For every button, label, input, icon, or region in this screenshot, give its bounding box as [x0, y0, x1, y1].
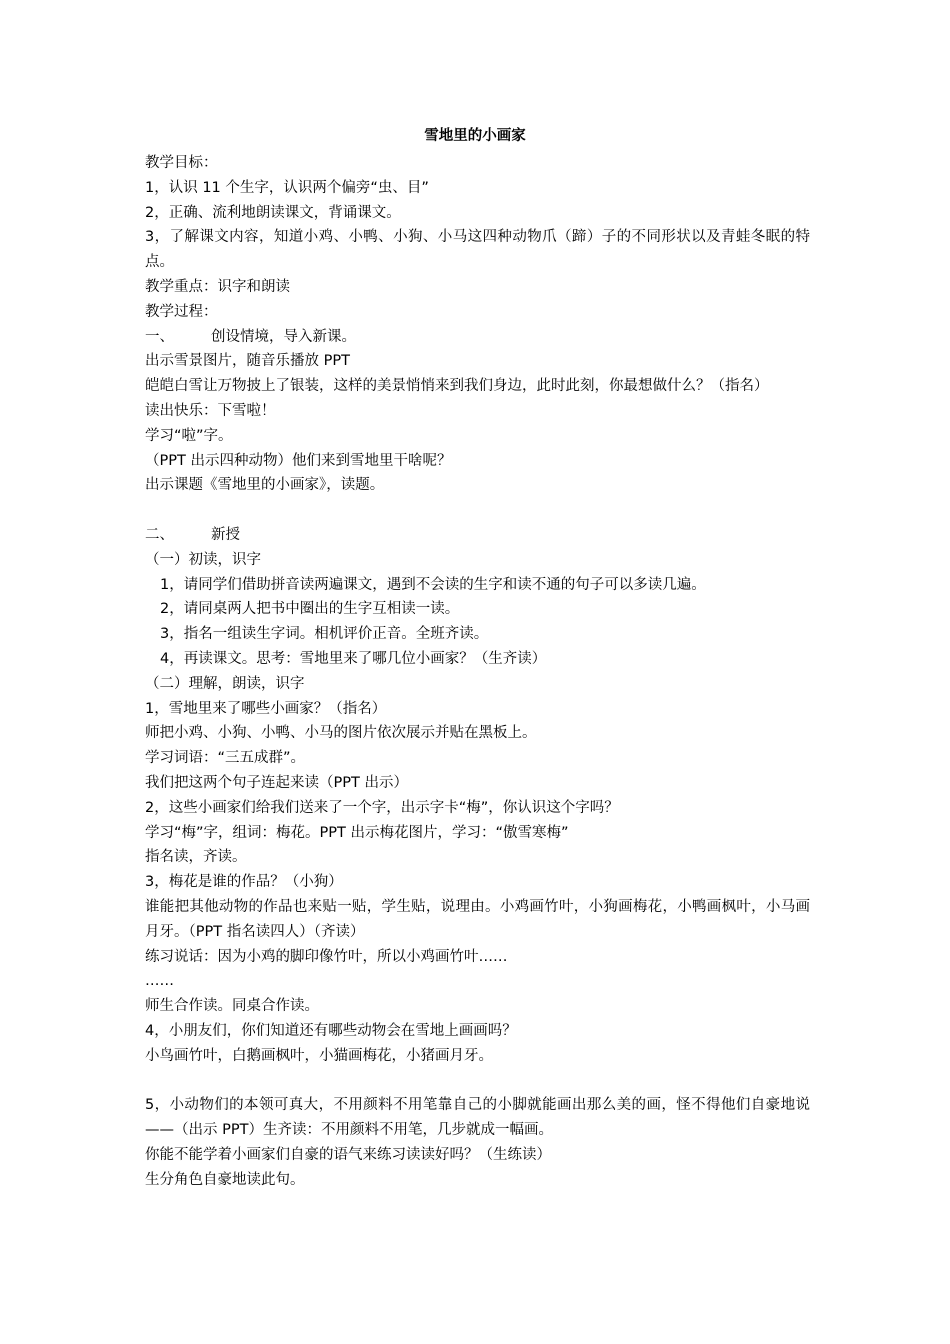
paragraph-line: 出示课题《雪地里的小画家》，读题。 — [145, 477, 385, 494]
section-number: 一、 — [145, 328, 174, 345]
objectives-heading: 教学目标： — [145, 155, 218, 171]
document-body — [145, 151, 810, 1192]
paragraph-line: 5，小动物们的本领可真大，不用颜料不用笔靠自己的小脚就能画出那么美的画，怪不得他们自豪地说——（出示 PPT）生齐读：不用颜料不用笔，几步就成一幅画。 — [145, 1097, 810, 1139]
objective-item: 2，正确、流利地朗读课文，背诵课文。 — [145, 204, 401, 221]
paragraph-line: 1，雪地里来了哪些小画家？（指名） — [145, 700, 387, 717]
section-heading-2 — [145, 523, 810, 548]
paragraph-line: 我们把这两个句子连起来读（PPT 出示） — [145, 774, 408, 791]
list-item: 3，指名一组读生字词。相机评价正音。全班齐读。 — [160, 626, 489, 643]
paragraph-line: 出示雪景图片，随音乐播放 PPT — [145, 353, 350, 370]
paragraph-line: 指名读，齐读。 — [145, 849, 247, 866]
process-heading: 教学过程： — [145, 303, 218, 320]
paragraph-line: 3，梅花是谁的作品？（小狗） — [145, 874, 343, 891]
paragraph-line: 学习“梅”字，组词：梅花。PPT 出示梅花图片，学习：“傲雪寒梅” — [145, 824, 569, 841]
paragraph-line: 练习说话：因为小鸡的脚印像竹叶，所以小鸡画竹叶…… — [145, 948, 508, 965]
paragraph-line: …… — [145, 973, 174, 990]
subsection-heading: （一）初读，识字 — [145, 551, 261, 568]
paragraph-line: 师生合作读。同桌合作读。 — [145, 998, 319, 1015]
paragraph-line: 谁能把其他动物的作品也来贴一贴，学生贴，说理由。小鸡画竹叶，小狗画梅花，小鸭画枫叶，小马画月牙。（PPT 指名读四人）（齐读） — [145, 898, 810, 940]
paragraph-line: （PPT 出示四种动物）他们来到雪地里干啥呢？ — [145, 452, 452, 469]
teaching-focus: 教学重点：识字和朗读 — [145, 278, 290, 295]
paragraph-line: 你能不能学着小画家们自豪的语气来练习读读好吗？（生练读） — [145, 1146, 551, 1163]
objective-item: 1，认识 11 个生字，认识两个偏旁“虫、目” — [145, 179, 429, 196]
section-title: 新授 — [211, 526, 240, 543]
paragraph-line: 生分角色自豪地读此句。 — [145, 1171, 305, 1188]
paragraph-line: 学习词语：“三五成群”。 — [145, 750, 306, 767]
paragraph-line: 皑皑白雪让万物披上了银装，这样的美景悄悄来到我们身边，此时此刻，你最想做什么？（指名） — [145, 378, 769, 395]
paragraph-line: 读出快乐：下雪啦！ — [145, 402, 276, 419]
blank-line — [145, 1068, 810, 1093]
list-item: 4，再读课文。思考：雪地里来了哪几位小画家？（生齐读） — [160, 650, 547, 667]
document-title: 雪地里的小画家 — [424, 128, 526, 144]
section-heading-1 — [145, 325, 810, 350]
paragraph-line: 4，小朋友们，你们知道还有哪些动物会在雪地上画画吗？ — [145, 1022, 517, 1039]
subsection-heading: （二）理解，朗读，识字 — [145, 675, 305, 692]
section-title: 创设情境，导入新课。 — [211, 328, 356, 345]
paragraph-line: 小鸟画竹叶，白鹅画枫叶，小猫画梅花，小猪画月牙。 — [145, 1047, 493, 1064]
objective-item: 3，了解课文内容，知道小鸡、小鸭、小狗、小马这四种动物爪（蹄）子的不同形状以及青蛙冬眠的特点。 — [145, 229, 810, 271]
paragraph-line: 师把小鸡、小狗、小鸭、小马的图片依次展示并贴在黑板上。 — [145, 725, 537, 742]
list-item: 1，请同学们借助拼音读两遍课文，遇到不会读的生字和读不通的句子可以多读几遍。 — [160, 576, 706, 593]
section-number: 二、 — [145, 526, 174, 543]
list-item: 2，请同桌两人把书中圈出的生字互相读一读。 — [160, 601, 460, 618]
paragraph-line: 2，这些小画家们给我们送来了一个字，出示字卡“梅”，你认识这个字吗？ — [145, 799, 619, 816]
blank-line — [145, 498, 810, 523]
paragraph-line: 学习“啦”字。 — [145, 427, 233, 444]
